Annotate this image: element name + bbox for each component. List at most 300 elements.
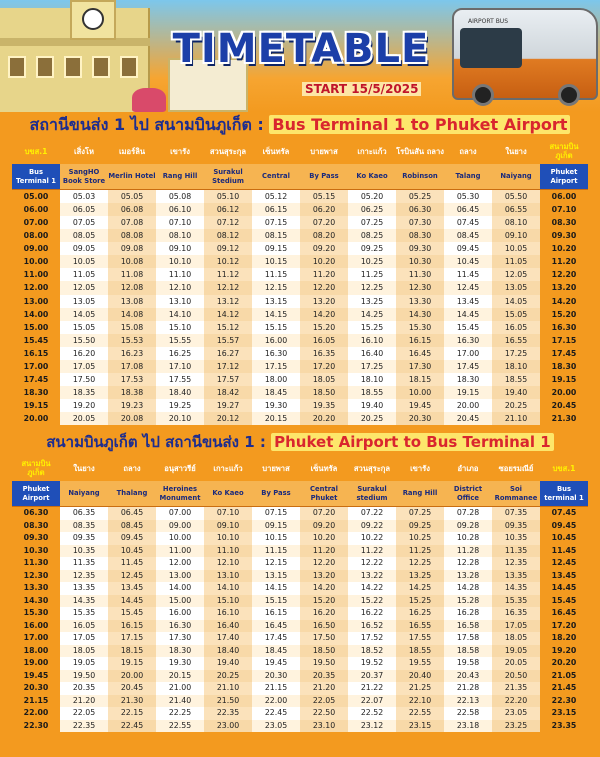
time-cell: 15.30: [396, 321, 444, 334]
route1-header-th-4: สวนสุระกุล: [204, 138, 252, 164]
time-cell: 18.40: [156, 386, 204, 399]
time-cell: 15.45: [108, 607, 156, 620]
route1-header-en-row: [12, 164, 588, 190]
time-cell: 17.25: [492, 347, 540, 360]
time-cell: 13.25: [396, 570, 444, 583]
time-cell: 13.20: [540, 281, 588, 294]
time-cell: 14.05: [60, 308, 108, 321]
time-cell: 08.45: [108, 520, 156, 533]
time-cell: 21.15: [12, 695, 60, 708]
time-cell: 09.25: [348, 242, 396, 255]
time-cell: 18.15: [108, 645, 156, 658]
time-cell: 12.20: [540, 268, 588, 281]
route2-header-th-9: อำเภอ: [444, 455, 492, 481]
time-cell: 15.28: [444, 595, 492, 608]
time-cell: 20.05: [60, 412, 108, 425]
time-cell: 12.28: [444, 557, 492, 570]
time-cell: 17.05: [60, 360, 108, 373]
time-cell: 11.12: [204, 268, 252, 281]
time-cell: 10.20: [540, 242, 588, 255]
time-cell: 20.25: [204, 670, 252, 683]
time-cell: 19.58: [444, 657, 492, 670]
time-cell: 18.00: [12, 645, 60, 658]
time-cell: 20.00: [12, 412, 60, 425]
time-cell: 09.15: [252, 520, 300, 533]
table-row: [12, 229, 588, 242]
time-cell: 18.10: [492, 360, 540, 373]
time-cell: 13.00: [12, 295, 60, 308]
time-cell: 13.20: [300, 295, 348, 308]
time-cell: 21.10: [492, 412, 540, 425]
route1-header-en-10: Naiyang: [492, 164, 540, 190]
route1-header-th-8: โรบินสัน ถลาง: [396, 138, 444, 164]
time-cell: 09.30: [540, 229, 588, 242]
time-cell: 18.05: [300, 373, 348, 386]
time-cell: 11.20: [540, 255, 588, 268]
time-cell: 15.25: [348, 321, 396, 334]
time-cell: 18.45: [252, 645, 300, 658]
time-cell: 10.28: [444, 532, 492, 545]
time-cell: 20.45: [540, 399, 588, 412]
route2-header-th-3: อนุสาวรีย์: [156, 455, 204, 481]
time-cell: 22.52: [348, 707, 396, 720]
time-cell: 19.05: [60, 657, 108, 670]
time-cell: 22.15: [108, 707, 156, 720]
time-cell: 12.20: [300, 281, 348, 294]
time-cell: 22.35: [204, 707, 252, 720]
table-row: [12, 399, 588, 412]
time-cell: 14.25: [396, 582, 444, 595]
time-cell: 13.35: [60, 582, 108, 595]
time-cell: 08.05: [60, 229, 108, 242]
time-cell: 16.22: [348, 607, 396, 620]
time-cell: 22.20: [492, 695, 540, 708]
time-cell: 12.45: [108, 570, 156, 583]
time-cell: 15.20: [300, 321, 348, 334]
time-cell: 11.45: [444, 268, 492, 281]
time-cell: 07.05: [60, 216, 108, 229]
time-cell: 05.15: [300, 190, 348, 203]
time-cell: 22.55: [156, 720, 204, 733]
time-cell: 16.00: [156, 607, 204, 620]
time-cell: 23.15: [540, 707, 588, 720]
time-cell: 07.45: [540, 507, 588, 520]
route1-header-en-7: Ko Kaeo: [348, 164, 396, 190]
time-cell: 16.00: [12, 620, 60, 633]
time-cell: 07.30: [396, 216, 444, 229]
time-cell: 09.22: [348, 520, 396, 533]
time-cell: 19.25: [156, 399, 204, 412]
time-cell: 20.30: [12, 682, 60, 695]
time-cell: 10.00: [12, 255, 60, 268]
time-cell: 23.18: [444, 720, 492, 733]
time-cell: 17.40: [204, 632, 252, 645]
time-cell: 20.30: [252, 670, 300, 683]
time-cell: 08.12: [204, 229, 252, 242]
time-cell: 17.50: [60, 373, 108, 386]
time-cell: 16.10: [204, 607, 252, 620]
time-cell: 18.30: [540, 360, 588, 373]
time-cell: 23.05: [252, 720, 300, 733]
time-cell: 17.00: [12, 360, 60, 373]
time-cell: 16.20: [60, 347, 108, 360]
route2-header-th-0: สนามบิน ภูเก็ต: [12, 455, 60, 481]
time-cell: 14.35: [60, 595, 108, 608]
table-row: [12, 360, 588, 373]
time-cell: 16.27: [204, 347, 252, 360]
time-cell: 12.25: [396, 557, 444, 570]
time-cell: 21.35: [492, 682, 540, 695]
clock-tower-image: [70, 0, 116, 40]
time-cell: 17.52: [348, 632, 396, 645]
time-cell: 16.58: [444, 620, 492, 633]
page-title: TIMETABLE: [172, 26, 430, 72]
time-cell: 19.45: [396, 399, 444, 412]
time-cell: 13.15: [252, 295, 300, 308]
time-cell: 17.55: [396, 632, 444, 645]
route2-header-en-4: Ko Kaeo: [204, 481, 252, 507]
time-cell: 11.10: [156, 268, 204, 281]
time-cell: 14.10: [204, 582, 252, 595]
time-cell: 06.05: [60, 203, 108, 216]
time-cell: 18.52: [348, 645, 396, 658]
time-cell: 06.55: [492, 203, 540, 216]
table-row: [12, 203, 588, 216]
time-cell: 14.15: [252, 308, 300, 321]
time-cell: 09.25: [396, 520, 444, 533]
time-cell: 20.15: [156, 670, 204, 683]
time-cell: 14.45: [108, 595, 156, 608]
time-cell: 19.50: [300, 657, 348, 670]
time-cell: 22.50: [300, 707, 348, 720]
time-cell: 17.45: [540, 347, 588, 360]
route2-header-en-11: Bus terminal 1: [540, 481, 588, 507]
time-cell: 19.52: [348, 657, 396, 670]
time-cell: 20.40: [396, 670, 444, 683]
time-cell: 17.45: [444, 360, 492, 373]
time-cell: 18.15: [396, 373, 444, 386]
route2-header-en-10: Soi Rommanee: [492, 481, 540, 507]
time-cell: 12.30: [12, 570, 60, 583]
time-cell: 17.05: [60, 632, 108, 645]
time-cell: 12.10: [156, 281, 204, 294]
time-cell: 07.10: [540, 203, 588, 216]
route1-header-th-row: [12, 138, 588, 164]
time-cell: 14.15: [252, 582, 300, 595]
time-cell: 18.00: [252, 373, 300, 386]
time-cell: 10.45: [108, 545, 156, 558]
time-cell: 15.53: [108, 334, 156, 347]
route2-header-th-11: บขส.1: [540, 455, 588, 481]
time-cell: 15.35: [60, 607, 108, 620]
route2-header-th-8: เขารัง: [396, 455, 444, 481]
time-cell: 14.00: [156, 582, 204, 595]
time-cell: 22.00: [12, 707, 60, 720]
time-cell: 11.10: [204, 545, 252, 558]
time-cell: 21.50: [204, 695, 252, 708]
time-cell: 19.45: [252, 657, 300, 670]
time-cell: 17.15: [540, 334, 588, 347]
time-cell: 19.55: [396, 657, 444, 670]
table-row: [12, 255, 588, 268]
time-cell: 08.30: [540, 216, 588, 229]
time-cell: 19.20: [540, 645, 588, 658]
time-cell: 11.15: [252, 545, 300, 558]
time-cell: 17.57: [204, 373, 252, 386]
time-cell: 17.00: [444, 347, 492, 360]
time-cell: 05.03: [60, 190, 108, 203]
time-cell: 07.28: [444, 507, 492, 520]
time-cell: 21.15: [252, 682, 300, 695]
time-cell: 12.15: [252, 557, 300, 570]
time-cell: 17.30: [156, 632, 204, 645]
time-cell: 16.45: [396, 347, 444, 360]
route2-header-en-6: Central Phuket: [300, 481, 348, 507]
table-row: [12, 347, 588, 360]
time-cell: 05.12: [252, 190, 300, 203]
time-cell: 15.05: [60, 321, 108, 334]
time-cell: 08.45: [444, 229, 492, 242]
time-cell: 11.15: [252, 268, 300, 281]
route2-header-th-row: [12, 455, 588, 481]
time-cell: 18.55: [492, 373, 540, 386]
time-cell: 07.20: [300, 507, 348, 520]
time-cell: 12.30: [396, 281, 444, 294]
route1-header-en-6: By Pass: [300, 164, 348, 190]
route1-title-th: สถานีขนส่ง 1 ไป สนามบินภูเก็ต :: [29, 115, 264, 134]
time-cell: 10.15: [252, 532, 300, 545]
time-cell: 18.45: [252, 386, 300, 399]
time-cell: 20.45: [444, 412, 492, 425]
time-cell: 17.58: [444, 632, 492, 645]
time-cell: 15.20: [300, 595, 348, 608]
time-cell: 09.30: [396, 242, 444, 255]
route1-header-th-1: เสิ่งโห: [60, 138, 108, 164]
time-cell: 15.15: [252, 595, 300, 608]
route2-header-en-9: District Office: [444, 481, 492, 507]
time-cell: 20.00: [540, 386, 588, 399]
table-row: [12, 321, 588, 334]
time-cell: 22.13: [444, 695, 492, 708]
time-cell: 19.00: [12, 657, 60, 670]
time-cell: 14.28: [444, 582, 492, 595]
time-cell: 19.30: [156, 657, 204, 670]
time-cell: 21.22: [348, 682, 396, 695]
table-row: [12, 620, 588, 633]
time-cell: 05.08: [156, 190, 204, 203]
time-cell: 19.27: [204, 399, 252, 412]
time-cell: 08.30: [396, 229, 444, 242]
time-cell: 20.50: [492, 670, 540, 683]
route1-header-en-1: SangHO Book Store: [60, 164, 108, 190]
time-cell: 14.20: [300, 308, 348, 321]
time-cell: 11.20: [300, 268, 348, 281]
bus-sign: AIRPORT BUS: [468, 18, 509, 25]
time-cell: 21.20: [60, 695, 108, 708]
time-cell: 06.45: [444, 203, 492, 216]
time-cell: 20.43: [444, 670, 492, 683]
route2-body: [12, 507, 588, 732]
route1-header-th-5: เซ็นทรัล: [252, 138, 300, 164]
time-cell: 16.15: [108, 620, 156, 633]
time-cell: 19.50: [60, 670, 108, 683]
time-cell: 18.38: [108, 386, 156, 399]
time-cell: 07.12: [204, 216, 252, 229]
time-cell: 06.00: [540, 190, 588, 203]
time-cell: 06.30: [396, 203, 444, 216]
time-cell: 20.30: [396, 412, 444, 425]
time-cell: 22.05: [60, 707, 108, 720]
time-cell: 21.25: [396, 682, 444, 695]
time-cell: 13.05: [60, 295, 108, 308]
time-cell: 11.20: [300, 545, 348, 558]
time-cell: 09.35: [60, 532, 108, 545]
time-cell: 05.50: [492, 190, 540, 203]
time-cell: 15.10: [156, 321, 204, 334]
time-cell: 18.30: [156, 645, 204, 658]
time-cell: 10.20: [300, 255, 348, 268]
time-cell: 15.57: [204, 334, 252, 347]
time-cell: 19.40: [348, 399, 396, 412]
time-cell: 20.00: [108, 670, 156, 683]
time-cell: 15.10: [204, 595, 252, 608]
time-cell: 09.10: [492, 229, 540, 242]
route1-header-en-3: Rang Hill: [156, 164, 204, 190]
time-cell: 10.10: [204, 532, 252, 545]
time-cell: 15.00: [156, 595, 204, 608]
time-cell: 20.45: [108, 682, 156, 695]
time-cell: 06.45: [108, 507, 156, 520]
time-cell: 09.15: [252, 242, 300, 255]
time-cell: 23.25: [492, 720, 540, 733]
route2-header-en-5: By Pass: [252, 481, 300, 507]
time-cell: 16.05: [492, 321, 540, 334]
route1-title-en: Bus Terminal 1 to Phuket Airport: [269, 115, 570, 134]
time-cell: 07.00: [12, 216, 60, 229]
time-cell: 14.22: [348, 582, 396, 595]
table-row: [12, 670, 588, 683]
time-cell: 16.25: [396, 607, 444, 620]
time-cell: 17.08: [108, 360, 156, 373]
time-cell: 12.45: [540, 557, 588, 570]
time-cell: 07.15: [252, 507, 300, 520]
time-cell: 12.10: [204, 557, 252, 570]
time-cell: 15.12: [204, 321, 252, 334]
route2-header-en-0: Phuket Airport: [12, 481, 60, 507]
time-cell: 21.30: [540, 412, 588, 425]
time-cell: 13.10: [204, 570, 252, 583]
time-cell: 15.15: [252, 321, 300, 334]
hero-banner: [0, 0, 600, 112]
time-cell: 07.10: [156, 216, 204, 229]
time-cell: 11.35: [60, 557, 108, 570]
time-cell: 13.20: [300, 570, 348, 583]
time-cell: 16.25: [156, 347, 204, 360]
time-cell: 09.00: [12, 242, 60, 255]
time-cell: 16.30: [444, 334, 492, 347]
time-cell: 10.10: [156, 255, 204, 268]
time-cell: 09.10: [156, 242, 204, 255]
route2-header-en-3: Heroines Monument: [156, 481, 204, 507]
table-row: [12, 242, 588, 255]
time-cell: 17.20: [540, 620, 588, 633]
table-row: [12, 682, 588, 695]
time-cell: 18.30: [444, 373, 492, 386]
time-cell: 06.25: [348, 203, 396, 216]
table-row: [12, 707, 588, 720]
time-cell: 21.28: [444, 682, 492, 695]
table-row: [12, 268, 588, 281]
time-cell: 06.15: [252, 203, 300, 216]
route1-body: [12, 190, 588, 425]
time-cell: 16.50: [300, 620, 348, 633]
time-cell: 10.12: [204, 255, 252, 268]
time-cell: 05.10: [204, 190, 252, 203]
time-cell: 22.35: [60, 720, 108, 733]
time-cell: 15.45: [444, 321, 492, 334]
time-cell: 10.30: [12, 545, 60, 558]
time-cell: 16.45: [540, 607, 588, 620]
route1-header-en-11: Phuket Airport: [540, 164, 588, 190]
time-cell: 09.05: [60, 242, 108, 255]
time-cell: 07.00: [156, 507, 204, 520]
time-cell: 20.25: [492, 399, 540, 412]
time-cell: 22.30: [540, 695, 588, 708]
time-cell: 16.28: [444, 607, 492, 620]
route2-header-th-7: สวนสุระกุล: [348, 455, 396, 481]
table-row: [12, 532, 588, 545]
time-cell: 16.52: [348, 620, 396, 633]
time-cell: 08.00: [12, 229, 60, 242]
route2-header-th-2: ถลาง: [108, 455, 156, 481]
time-cell: 16.45: [252, 620, 300, 633]
time-cell: 16.35: [300, 347, 348, 360]
time-cell: 18.20: [540, 632, 588, 645]
time-cell: 06.08: [108, 203, 156, 216]
time-cell: 19.35: [300, 399, 348, 412]
time-cell: 16.55: [396, 620, 444, 633]
time-cell: 13.08: [108, 295, 156, 308]
route2-header-en-7: Surakul stedium: [348, 481, 396, 507]
time-cell: 10.35: [492, 532, 540, 545]
time-cell: 10.30: [396, 255, 444, 268]
time-cell: 15.45: [12, 334, 60, 347]
route1-header-th-11: สนามบิน ภูเก็ต: [540, 138, 588, 164]
time-cell: 09.20: [300, 242, 348, 255]
time-cell: 11.35: [492, 545, 540, 558]
time-cell: 17.55: [156, 373, 204, 386]
table-row: [12, 582, 588, 595]
table-row: [12, 645, 588, 658]
time-cell: 09.10: [204, 520, 252, 533]
time-cell: 10.25: [348, 255, 396, 268]
time-cell: 18.50: [300, 386, 348, 399]
time-cell: 20.05: [492, 657, 540, 670]
time-cell: 21.45: [540, 682, 588, 695]
time-cell: 18.05: [60, 645, 108, 658]
time-cell: 22.30: [12, 720, 60, 733]
time-cell: 20.00: [444, 399, 492, 412]
table-row: [12, 595, 588, 608]
time-cell: 23.10: [300, 720, 348, 733]
dragon-statue-image: [132, 88, 166, 112]
route1-timetable: [12, 138, 588, 425]
time-cell: 22.55: [396, 707, 444, 720]
time-cell: 15.00: [12, 321, 60, 334]
time-cell: 16.20: [300, 607, 348, 620]
time-cell: 12.20: [300, 557, 348, 570]
time-cell: 17.10: [156, 360, 204, 373]
